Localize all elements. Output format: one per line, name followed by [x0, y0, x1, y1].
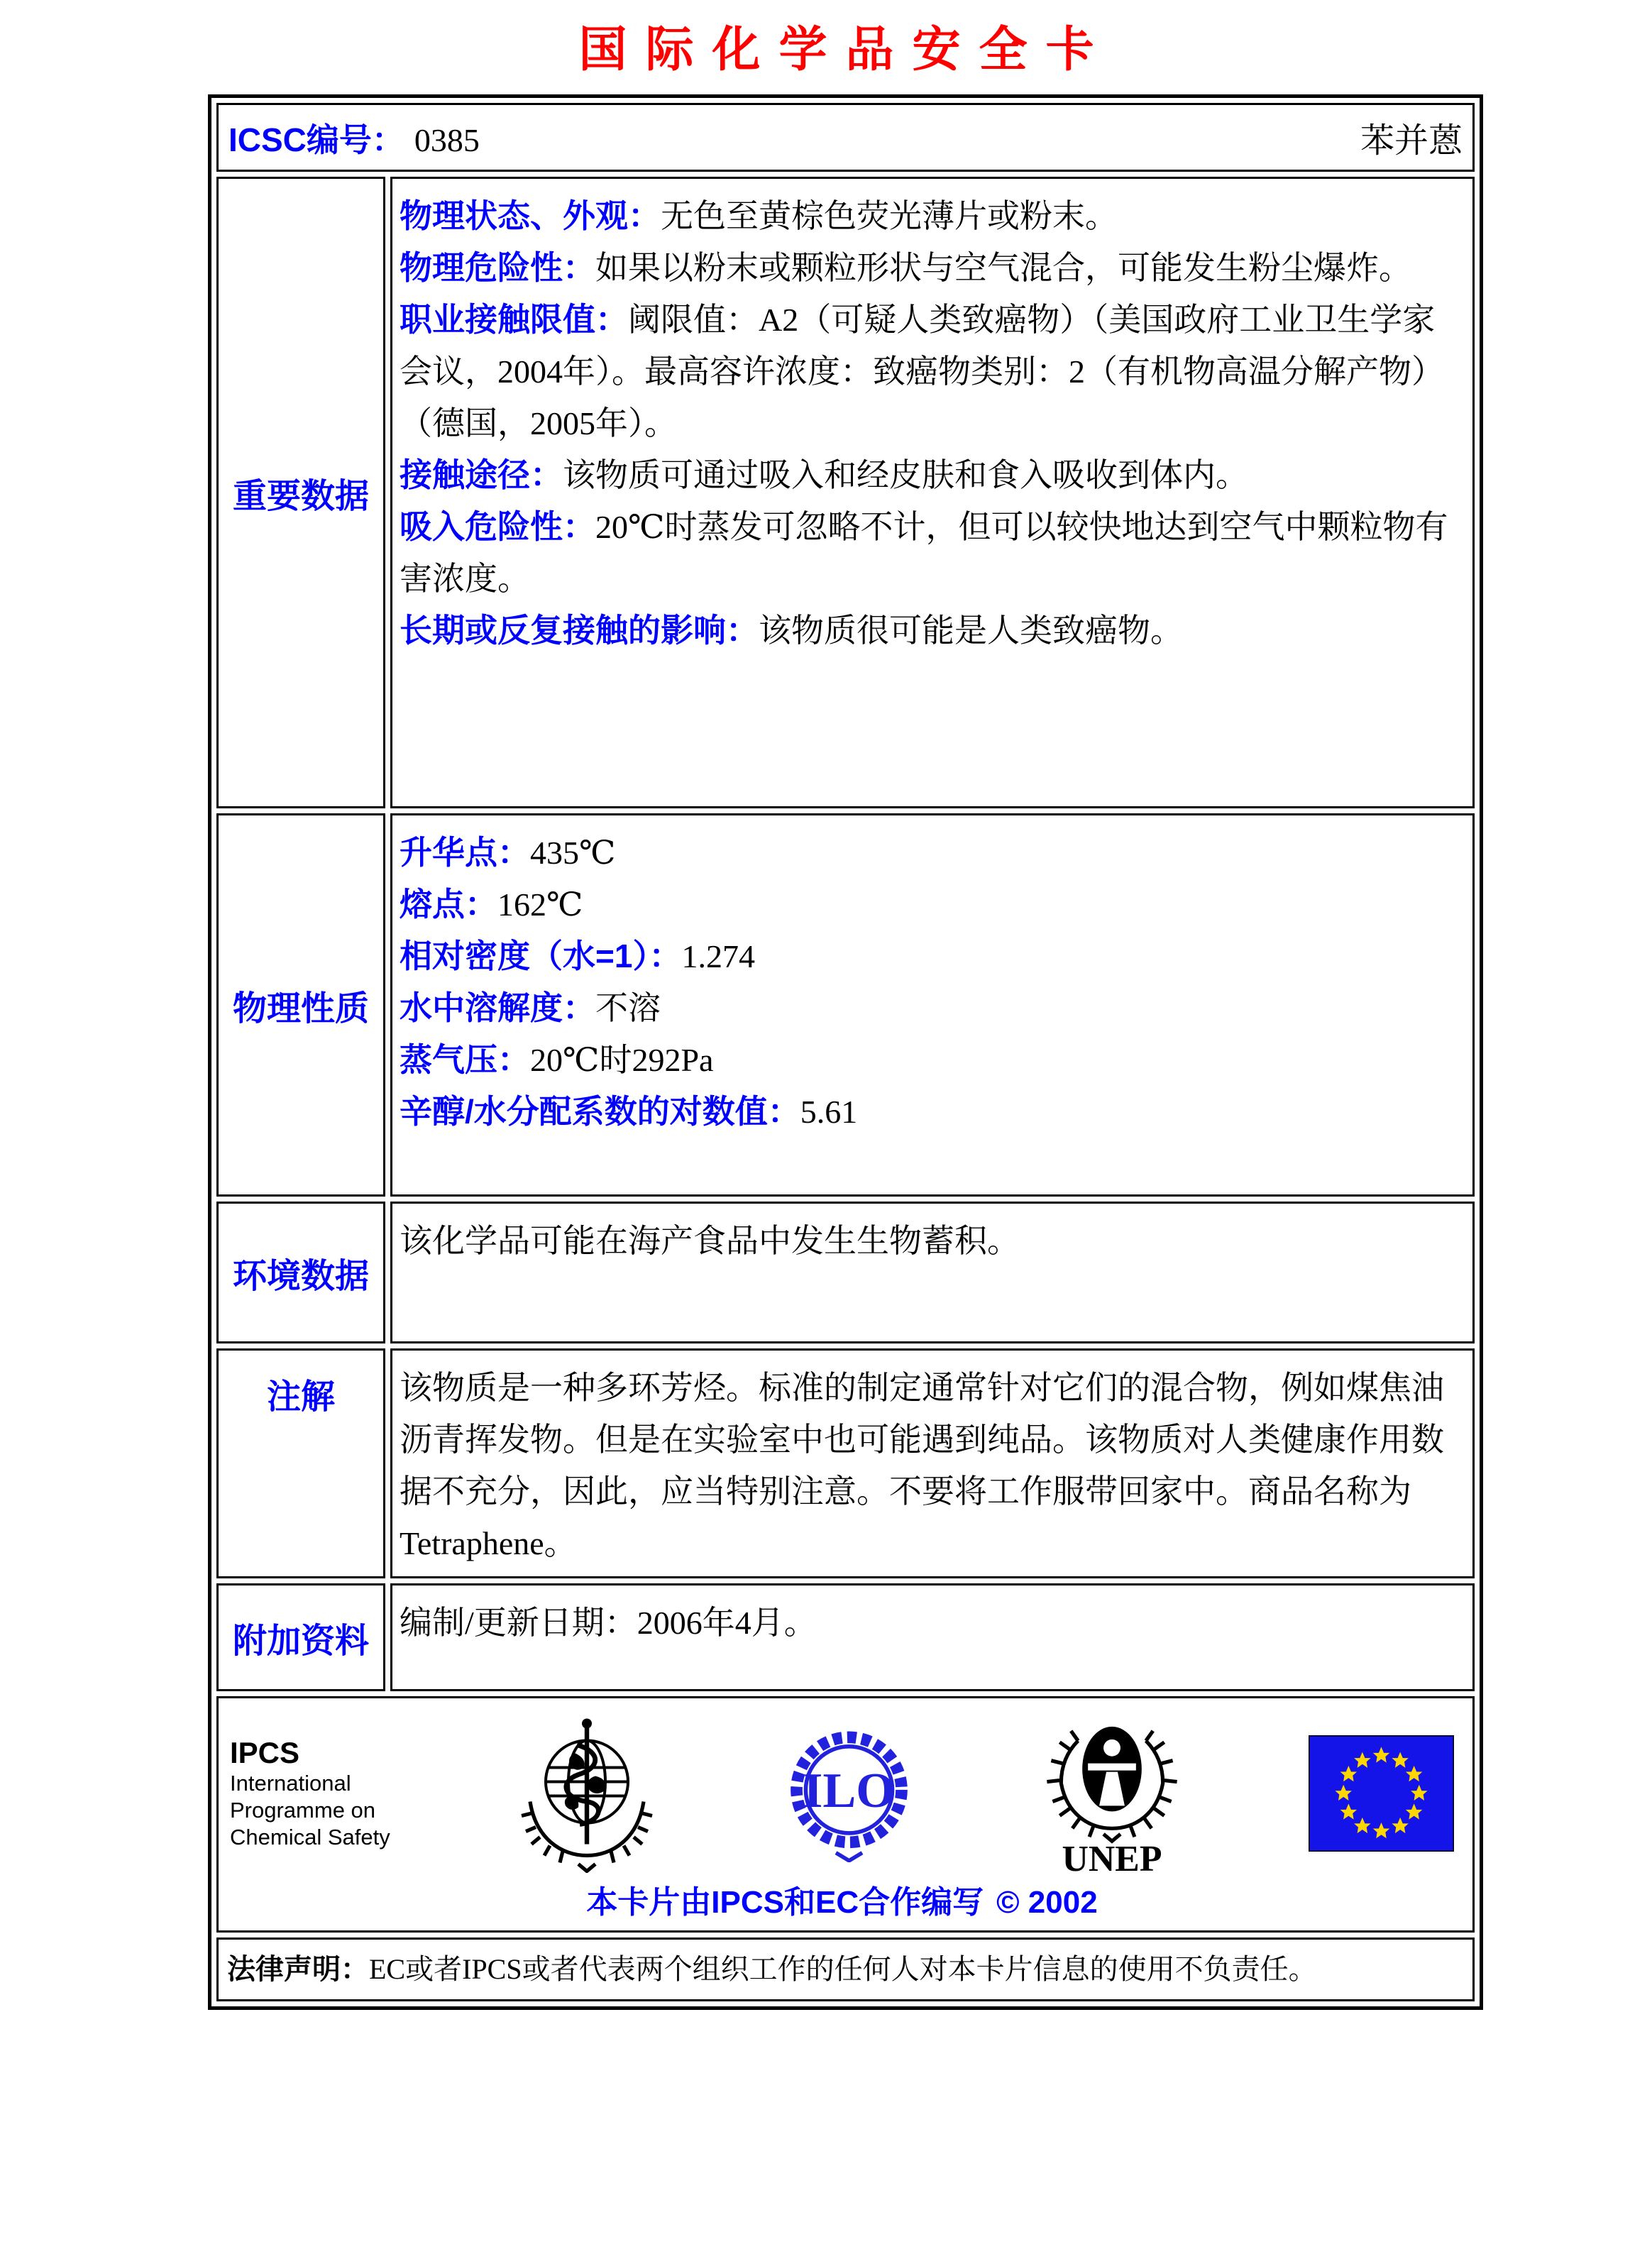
legal-label: 法律声明： [227, 1954, 369, 1985]
section-label-additional-info: 附加资料 [216, 1583, 385, 1691]
who-logo-icon [516, 1713, 658, 1873]
legal-statement-row [216, 1938, 1475, 2001]
logos-strip [230, 1710, 1454, 1876]
section-label-environmental-data: 环境数据 [216, 1202, 385, 1343]
unep-logo-icon [1041, 1710, 1183, 1876]
additional-info-text: 编制/更新日期：2006年4月。 [400, 1605, 817, 1641]
section-label-important-data: 重要数据 [216, 177, 385, 808]
icsc-number-value: 0385 [414, 121, 480, 158]
physical-item-relative-density: 相对密度（水=1）：1.274 [400, 938, 755, 974]
chemical-name: 苯并蒽 [1360, 122, 1463, 160]
copyright-text: © 2002 [996, 1885, 1098, 1920]
ipcs-acronym: IPCS [230, 1735, 300, 1769]
ilo-logo-icon [783, 1724, 915, 1862]
physical-item-melting-point: 熔点：162℃ [400, 886, 583, 923]
legal-text: EC或者IPCS或者代表两个组织工作的任何人对本卡片信息的使用不负责任。 [369, 1953, 1317, 1985]
section-label-notes: 注解 [216, 1348, 385, 1578]
section-content-additional-info [390, 1583, 1475, 1691]
svg-text:ILO: ILO [803, 1762, 896, 1818]
section-label-physical-properties: 物理性质 [216, 813, 385, 1197]
important-item-physical-danger: 物理危险性：如果以粉末或颗粒形状与空气混合，可能发生粉尘爆炸。 [400, 249, 1411, 286]
section-content-notes [390, 1348, 1475, 1578]
icsc-number-group [228, 114, 480, 161]
icsc-number-label: ICSC编号： [228, 121, 404, 158]
important-item-occupational-limits: 职业接触限值：阈限值：A2（可疑人类致癌物）（美国政府工业卫生学家会议，2004年）。最高容许浓度：致癌物类别：2（有机物高温分解产物）（德国，2005年）。 [400, 301, 1444, 441]
page-title: 国际化学品安全卡 [578, 23, 1113, 77]
physical-item-octanol-water-partition: 辛醇/水分配系数的对数值：5.61 [400, 1093, 858, 1130]
section-content-physical-properties [390, 813, 1475, 1197]
physical-item-sublimation-point: 升华点：435℃ [400, 834, 616, 871]
icsc-document-page [0, 11, 1652, 2259]
important-item-long-term-effects: 长期或反复接触的影响：该物质很可能是人类致癌物。 [400, 612, 1183, 649]
cooperation-note: 本卡片由IPCS和EC合作编写 © 2002 [586, 1885, 1098, 1920]
ipcs-text-block: IPCS International Programme on Chemical Safety [230, 1735, 390, 1849]
physical-item-vapor-pressure: 蒸气压：20℃时292Pa [400, 1041, 714, 1078]
environmental-text: 该化学品可能在海产食品中发生生物蓄积。 [400, 1223, 1020, 1259]
physical-item-water-solubility: 水中溶解度：不溶 [400, 989, 661, 1026]
important-item-inhalation-risk: 吸入危险性：20℃时蒸发可忽略不计，但可以较快地达到空气中颗粒物有害浓度。 [400, 508, 1448, 597]
section-content-important-data [390, 177, 1475, 808]
icsc-header-row [216, 103, 1475, 172]
icsc-card-table [208, 94, 1483, 2010]
notes-text: 该物质是一种多环芳烃。标准的制定通常针对它们的混合物，例如煤焦油沥青挥发物。但是在实验室中也可能遇到纯品。该物质对人类健康作用数据不充分，因此，应当特别注意。不要将工作服带回家中。商品名称为Tetraphene。 [400, 1370, 1444, 1561]
section-content-environmental-data [390, 1202, 1475, 1343]
important-item-physical-state: 物理状态、外观：无色至黄棕色荧光薄片或粉末。 [400, 197, 1118, 234]
svg-text:UNEP: UNEP [1062, 1839, 1162, 1876]
important-item-exposure-routes: 接触途径：该物质可通过吸入和经皮肤和食入吸收到体内。 [400, 456, 1248, 493]
eu-flag-icon [1309, 1735, 1454, 1852]
logos-row [216, 1696, 1475, 1933]
